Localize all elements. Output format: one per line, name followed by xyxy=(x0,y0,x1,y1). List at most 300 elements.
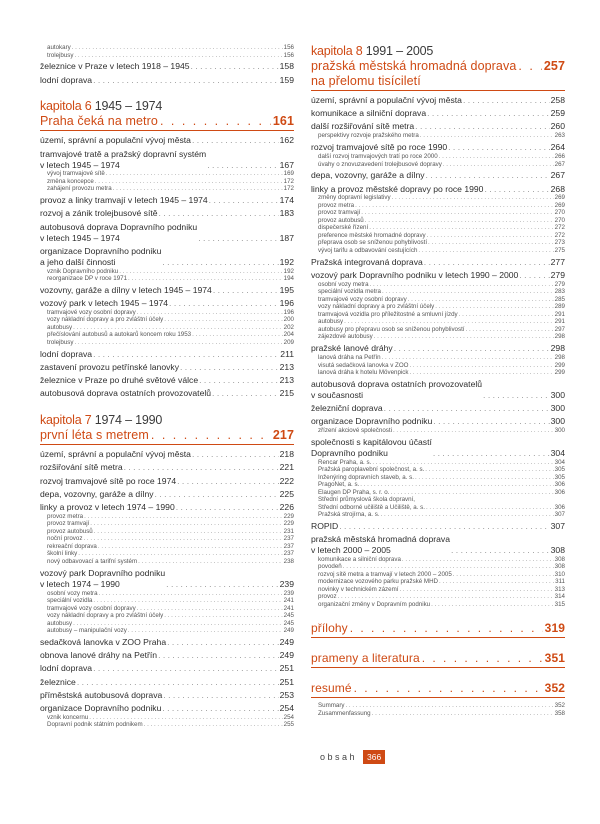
entry-text: zřízení akciové společnosti xyxy=(318,427,392,435)
toc-subentry xyxy=(311,217,565,225)
dot-leader xyxy=(443,161,554,169)
entry-text: autobusy – manipulační vozy xyxy=(47,627,127,635)
dot-leader xyxy=(162,703,278,714)
entry-text: osobní vozy metra xyxy=(318,280,369,288)
entry-page: 307 xyxy=(554,511,565,519)
toc-subentry xyxy=(311,489,565,497)
dot-leader xyxy=(93,349,279,360)
toc-subentry xyxy=(40,535,294,543)
dot-leader xyxy=(99,590,283,598)
section-page: 352 xyxy=(544,681,565,696)
dot-leader xyxy=(345,702,553,710)
dot-leader xyxy=(451,545,550,556)
entry-page: 260 xyxy=(550,121,565,132)
entry-text: linky a provoz v letech 1974 – 1990 xyxy=(40,502,175,513)
entry-text: lodní doprava xyxy=(40,663,93,674)
toc-subentry xyxy=(311,303,565,311)
entry-page: 202 xyxy=(283,323,294,331)
dot-leader xyxy=(192,449,279,460)
entry-page: 251 xyxy=(279,663,294,674)
entry-page: 279 xyxy=(554,280,565,288)
toc-subentry xyxy=(40,275,294,283)
entry-page: 267 xyxy=(550,170,565,181)
entry-page: 273 xyxy=(554,239,565,247)
toc-entry xyxy=(40,246,294,268)
dot-leader xyxy=(98,543,283,551)
entry-page: 183 xyxy=(279,208,294,219)
toc-subentry xyxy=(311,333,565,341)
entry-text: rozvoj tramvajové sítě po roce 1974 xyxy=(40,475,177,486)
dot-leader xyxy=(408,296,554,304)
dot-leader xyxy=(439,153,554,161)
toc-subentry xyxy=(311,427,565,435)
entry-text: tramvajové tratě a pražský dopravní systém v letech 1945 – 1974 xyxy=(40,148,207,170)
toc-subentry xyxy=(311,578,565,586)
dot-leader xyxy=(350,621,543,636)
dot-leader xyxy=(424,257,550,268)
toc-subentry xyxy=(311,354,565,362)
entry-text: rekreační doprava xyxy=(47,542,97,550)
entry-page: 314 xyxy=(554,593,565,601)
dot-leader xyxy=(213,285,279,296)
toc-subentry xyxy=(311,153,565,161)
dot-leader xyxy=(138,558,283,566)
entry-page: 172 xyxy=(283,185,294,193)
dot-leader xyxy=(137,605,283,613)
entry-text: úvahy o znovuzavedení trolejbusové dopravy xyxy=(318,160,442,168)
toc-subentry xyxy=(40,185,294,193)
entry-page: 255 xyxy=(283,721,294,729)
entry-text: trolejbusy xyxy=(47,338,74,346)
toc-entry xyxy=(40,489,294,500)
toc-subentry xyxy=(311,132,565,140)
entry-page: 237 xyxy=(283,550,294,558)
toc-subentry xyxy=(40,590,294,598)
toc-subentry xyxy=(40,309,294,317)
chapter-title: první léta s metrem xyxy=(40,428,149,443)
dot-leader xyxy=(83,535,282,543)
dot-leader xyxy=(93,597,282,605)
entry-page: 300 xyxy=(550,402,565,413)
dot-leader xyxy=(159,208,279,219)
entry-page: 310 xyxy=(554,570,565,578)
dot-leader xyxy=(519,270,549,281)
entry-page: 285 xyxy=(554,295,565,303)
entry-text: autobusy xyxy=(47,619,73,627)
entry-text: zahájení provozu metra xyxy=(47,185,112,193)
entry-page: 283 xyxy=(554,288,565,296)
entry-page: 304 xyxy=(554,458,565,466)
chapter-years: 1945 – 1974 xyxy=(94,99,163,114)
toc-subentry xyxy=(311,369,565,377)
entry-text: lodní doprava xyxy=(40,348,93,359)
entry-page: 300 xyxy=(554,427,565,435)
chapter-number: kapitola 8 xyxy=(311,44,363,58)
chapter-title: pražská městská hromadná doprava na přelomu tisíciletí xyxy=(311,59,517,88)
entry-page: 352 xyxy=(554,702,565,710)
toc-subentry xyxy=(311,247,565,255)
entry-page: 269 xyxy=(554,194,565,202)
chapter-rule xyxy=(40,130,294,131)
toc-subentry xyxy=(311,593,565,601)
chapter-number: kapitola 6 xyxy=(40,99,92,114)
entry-text: vozy nákladní dopravy a pro zvláštní účely xyxy=(318,303,435,311)
toc-entry xyxy=(311,521,565,532)
chapter-heading xyxy=(40,413,294,445)
dot-leader xyxy=(459,311,554,319)
toc-entry xyxy=(40,362,294,373)
dot-leader xyxy=(390,489,553,497)
dot-leader xyxy=(163,690,278,701)
entry-text: další rozšiřování sítě metra xyxy=(311,121,415,132)
entry-text: autobusy xyxy=(318,318,344,326)
entry-page: 213 xyxy=(279,361,294,372)
toc-entry xyxy=(40,61,294,72)
dot-leader xyxy=(402,556,554,564)
toc-subentry xyxy=(40,627,294,635)
entry-page: 308 xyxy=(554,555,565,563)
dot-leader xyxy=(74,339,282,347)
dot-leader xyxy=(84,513,283,521)
entry-text: depa, vozovny, garáže a dílny xyxy=(40,488,154,499)
entry-text: vozový park Dopravního podniku v letech 1990 – 2000 xyxy=(311,269,519,280)
toc-subentry xyxy=(40,44,294,52)
entry-text: osobní vozy metra xyxy=(47,589,98,597)
toc-entry xyxy=(40,703,294,714)
dot-leader xyxy=(106,170,283,178)
toc-subentry xyxy=(40,513,294,521)
entry-page: 305 xyxy=(554,466,565,474)
dot-leader xyxy=(95,178,283,186)
toc-subentry xyxy=(311,556,565,564)
entry-text: železnice v Praze v letech 1918 – 1945 xyxy=(40,61,190,72)
entry-text: modernizace vozového parku pražské MHD xyxy=(318,578,439,586)
dot-leader xyxy=(93,75,279,86)
entry-text: organizace Dopravního podniku a jeho další činnosti xyxy=(40,245,162,267)
entry-page: 162 xyxy=(279,135,294,146)
dot-leader xyxy=(381,511,554,519)
entry-page: 298 xyxy=(554,354,565,362)
entry-page: 270 xyxy=(554,216,565,224)
entry-text: přeprava osob se sníženou pohyblivostí xyxy=(318,239,428,247)
toc-subentry xyxy=(311,311,565,319)
entry-page: 229 xyxy=(283,512,294,520)
entry-text: autobusová doprava ostatních provozovatelů xyxy=(40,388,212,399)
toc-subentry xyxy=(40,597,294,605)
entry-page: 225 xyxy=(279,488,294,499)
dot-leader xyxy=(158,650,279,661)
entry-text: noční provoz xyxy=(47,535,83,543)
entry-text: změna koncepce xyxy=(47,177,94,185)
entry-page: 300 xyxy=(550,389,565,400)
dot-leader xyxy=(431,601,554,609)
entry-page: 195 xyxy=(279,284,294,295)
entry-text: rozvoj tramvajové sítě po roce 1990 xyxy=(311,142,448,153)
toc-subentry xyxy=(40,178,294,186)
toc-subentry xyxy=(311,466,565,474)
entry-text: lanová dráha na Petřín xyxy=(318,354,381,362)
toc-subentry xyxy=(311,586,565,594)
dot-leader xyxy=(415,474,554,482)
dot-leader xyxy=(198,233,278,244)
chapter-title-line xyxy=(40,428,294,443)
toc-entry xyxy=(40,650,294,661)
chapter-page: 217 xyxy=(272,428,294,443)
entry-text: vozový park Dopravního podniku v letech 1974 – 1990 xyxy=(40,567,166,589)
entry-page: 229 xyxy=(283,520,294,528)
entry-text: autobusová doprava Dopravního podniku v letech 1945 – 1974 xyxy=(40,221,198,243)
toc-subentry xyxy=(40,528,294,536)
dot-leader xyxy=(338,593,554,601)
entry-text: provoz autobusů xyxy=(47,527,93,535)
toc-entry xyxy=(40,663,294,674)
entry-page: 268 xyxy=(550,183,565,194)
dot-leader xyxy=(180,362,279,373)
entry-page: 304 xyxy=(550,447,565,458)
dot-leader xyxy=(73,620,283,628)
entry-text: Dopravní podnik státním podnikem xyxy=(47,721,143,729)
dot-leader xyxy=(73,324,283,332)
entry-page: 300 xyxy=(550,416,565,427)
entry-text: Inženýring dopravních staveb, a. s. xyxy=(318,473,414,481)
dot-leader xyxy=(344,318,554,326)
section-page: 319 xyxy=(544,621,565,636)
entry-page: 313 xyxy=(554,585,565,593)
entry-text: Rencar Praha, a. s. xyxy=(318,458,372,466)
chapter-rule xyxy=(40,444,294,445)
entry-text: pražské lanové dráhy xyxy=(311,343,393,354)
entry-text: pražská městská hromadná doprava v letech 2000 – 2005 xyxy=(311,534,451,556)
dot-leader xyxy=(427,232,554,240)
entry-text: visutá sedačková lanovka v ZOO xyxy=(318,361,409,369)
entry-page: 245 xyxy=(283,612,294,620)
toc-entry xyxy=(40,637,294,648)
toc-subentry xyxy=(40,268,294,276)
entry-page: 192 xyxy=(279,256,294,267)
entry-page: 158 xyxy=(279,61,294,72)
toc-entry xyxy=(40,476,294,487)
dot-leader xyxy=(124,462,279,473)
entry-text: trolejbusy xyxy=(47,51,74,59)
entry-text: tramvajové vozy osobní dopravy xyxy=(318,295,407,303)
dot-leader xyxy=(128,627,283,635)
entry-page: 237 xyxy=(283,542,294,550)
entry-page: 298 xyxy=(554,333,565,341)
dot-leader xyxy=(372,710,554,718)
section-title: prameny a literatura xyxy=(311,651,420,666)
section-heading xyxy=(311,651,565,668)
entry-page: 266 xyxy=(554,153,565,161)
section-heading xyxy=(311,621,565,638)
entry-page: 159 xyxy=(279,74,294,85)
dot-leader xyxy=(199,375,279,386)
entry-text: školní linky xyxy=(47,550,78,558)
entry-text: změny dopravní legislativy xyxy=(318,194,391,202)
toc-subentry xyxy=(40,620,294,628)
dot-leader xyxy=(393,427,554,435)
section-title: resumé xyxy=(311,681,352,696)
dot-leader xyxy=(162,257,278,268)
entry-text: speciální vozidla xyxy=(47,597,93,605)
chapter-label-line xyxy=(40,413,294,428)
section-page: 351 xyxy=(544,651,565,666)
dot-leader xyxy=(144,721,283,729)
toc-entry xyxy=(311,184,565,195)
entry-text: povodeň xyxy=(318,563,342,571)
entry-text: vznik koncernu xyxy=(47,713,89,721)
entry-text: Střední průmyslová škola dopravní, Střední odborné učiliště a Učiliště, a. s. xyxy=(318,496,425,511)
toc-entry xyxy=(40,502,294,513)
entry-text: vozový park v letech 1945 – 1974 xyxy=(40,298,169,309)
entry-text: provoz tramvají xyxy=(47,520,90,528)
entry-page: 213 xyxy=(279,375,294,386)
dot-leader xyxy=(360,481,553,489)
toc-right-column xyxy=(311,44,565,717)
entry-text: Pražská paroplavební společnost, a. s. xyxy=(318,466,425,474)
chapter-title: Praha čeká na metro xyxy=(40,114,158,129)
page-number-badge: 366 xyxy=(363,750,385,764)
chapter-rule xyxy=(311,90,565,91)
toc-subentry xyxy=(311,496,565,511)
entry-page: 291 xyxy=(554,310,565,318)
toc-entry xyxy=(40,285,294,296)
toc-subentry xyxy=(40,714,294,722)
section-rule xyxy=(311,667,565,668)
entry-page: 174 xyxy=(279,195,294,206)
entry-text: sedačková lanovka v ZOO Praha xyxy=(40,636,167,647)
entry-page: 315 xyxy=(554,600,565,608)
toc-entry xyxy=(40,449,294,460)
entry-text: organizace Dopravního podniku xyxy=(40,702,162,713)
toc-subentry xyxy=(40,316,294,324)
toc-subentry xyxy=(311,239,565,247)
toc-subentry xyxy=(311,563,565,571)
entry-page: 196 xyxy=(283,308,294,316)
dot-leader xyxy=(453,571,554,579)
toc-entry xyxy=(311,257,565,268)
dot-leader xyxy=(176,502,279,513)
entry-page: 215 xyxy=(279,388,294,399)
entry-text: tramvajová vozidla pro příležitostné a smluvní jízdy xyxy=(318,310,458,318)
entry-page: 279 xyxy=(550,269,565,280)
entry-text: autobusy xyxy=(47,323,73,331)
entry-text: další rozvoj tramvajových tratí po roce 2000 xyxy=(318,153,438,161)
toc-entry xyxy=(40,195,294,206)
entry-page: 289 xyxy=(554,303,565,311)
entry-page: 194 xyxy=(283,275,294,283)
entry-page: 249 xyxy=(283,627,294,635)
entry-text: železnice xyxy=(40,676,76,687)
entry-page: 204 xyxy=(283,331,294,339)
entry-text: reorganizace DP v roce 1971 xyxy=(47,275,128,283)
toc-subentry xyxy=(311,481,565,489)
toc-subentry xyxy=(311,224,565,232)
dot-leader xyxy=(448,142,550,153)
dot-leader xyxy=(113,185,283,193)
entry-page: 192 xyxy=(283,267,294,275)
entry-page: 291 xyxy=(554,318,565,326)
dot-leader xyxy=(167,637,279,648)
dot-leader xyxy=(365,217,554,225)
dot-leader xyxy=(428,239,554,247)
toc-subentry xyxy=(311,202,565,210)
dot-leader xyxy=(343,563,554,571)
entry-page: 306 xyxy=(554,488,565,496)
entry-page: 209 xyxy=(283,338,294,346)
entry-page: 226 xyxy=(279,502,294,513)
dot-leader xyxy=(518,59,541,74)
toc-entry xyxy=(311,416,565,427)
page-footer xyxy=(320,750,385,764)
dot-leader xyxy=(361,209,553,217)
entry-text: speciální vozidla metra xyxy=(318,288,381,296)
toc-entry xyxy=(311,534,565,556)
entry-page: 211 xyxy=(280,348,294,359)
entry-page: 218 xyxy=(279,449,294,460)
section-heading xyxy=(311,681,565,698)
entry-text: linky a provoz městské dopravy po roce 1990 xyxy=(311,183,484,194)
entry-page: 358 xyxy=(554,709,565,717)
dot-leader xyxy=(155,489,279,500)
entry-text: provoz metra xyxy=(318,201,355,209)
entry-text: dispečerské řízení xyxy=(318,224,369,232)
dot-leader xyxy=(177,476,279,487)
toc-entry xyxy=(311,121,565,132)
entry-page: 267 xyxy=(554,160,565,168)
entry-page: 308 xyxy=(554,563,565,571)
dot-leader xyxy=(151,428,271,443)
entry-page: 156 xyxy=(283,51,294,59)
toc-entry xyxy=(40,375,294,386)
dot-leader xyxy=(384,403,550,414)
dot-leader xyxy=(466,326,554,334)
dot-leader xyxy=(422,651,543,666)
entry-page: 222 xyxy=(279,475,294,486)
entry-text: rozvoj sítě metra a tramvají v letech 2000 – 2005 xyxy=(318,570,452,578)
toc-entry xyxy=(40,135,294,146)
toc-entry xyxy=(40,677,294,688)
dot-leader xyxy=(484,184,549,195)
dot-leader xyxy=(409,362,553,370)
entry-text: přečíslování autobusů a autokarů koncem roku 1953 xyxy=(47,331,192,339)
toc-subentry xyxy=(40,331,294,339)
dot-leader xyxy=(164,612,282,620)
dot-leader xyxy=(160,114,271,129)
entry-text: vznik Dopravního podniku xyxy=(47,267,119,275)
entry-page: 298 xyxy=(550,343,565,354)
chapter-number: kapitola 7 xyxy=(40,413,92,428)
entry-page: 270 xyxy=(554,209,565,217)
toc-subentry xyxy=(40,52,294,60)
toc-entry xyxy=(40,298,294,309)
entry-text: PragoNet, a. s. xyxy=(318,481,360,489)
dot-leader xyxy=(89,714,282,722)
dot-leader xyxy=(74,52,282,60)
dot-leader xyxy=(415,121,549,132)
toc-entry xyxy=(311,403,565,414)
entry-page: 167 xyxy=(279,159,294,170)
entry-text: rozvoj a zánik trolejbusové sítě xyxy=(40,208,158,219)
toc-subentry xyxy=(40,550,294,558)
chapter-page: 257 xyxy=(543,59,565,73)
toc-subentry xyxy=(40,605,294,613)
toc-entry xyxy=(311,437,565,459)
footer-label: obsah xyxy=(320,752,358,762)
entry-text: autobusová doprava ostatních provozovatelů v současnosti xyxy=(311,378,483,400)
entry-page: 239 xyxy=(279,578,294,589)
entry-page: 221 xyxy=(279,462,294,473)
toc-subentry xyxy=(311,511,565,519)
